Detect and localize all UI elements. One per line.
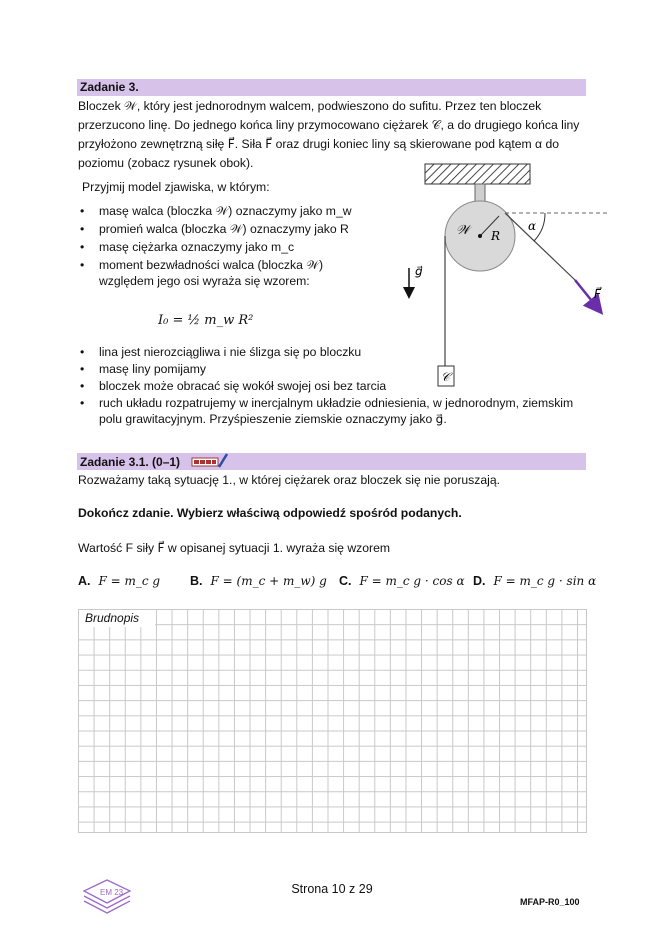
bullet-item: • masę liny pomijamy bbox=[99, 361, 206, 378]
answer-formula: F = m_c g bbox=[98, 574, 161, 588]
answer-option-c[interactable] bbox=[339, 574, 465, 588]
bullet-item: • moment bezwładności walca (bloczka 𝒲) bbox=[99, 257, 323, 274]
angle-label: α bbox=[528, 219, 537, 233]
pulley-diagram bbox=[395, 160, 615, 395]
logo-text: EM 23 bbox=[100, 888, 124, 897]
bullet-item: • masę ciężarka oznaczymy jako m_c bbox=[99, 239, 294, 256]
answer-letter: D. bbox=[473, 574, 486, 588]
answer-key-icon bbox=[191, 453, 229, 469]
subtask-header bbox=[77, 453, 586, 470]
answer-formula: F = (m_c + m_w) g bbox=[210, 574, 327, 588]
answer-option-d[interactable] bbox=[473, 574, 596, 588]
bullet-item: • masę walca (bloczka 𝒲) oznaczymy jako m_w bbox=[99, 203, 352, 220]
page-number: Strona 10 z 29 bbox=[291, 882, 373, 896]
bullet-continuation: polu grawitacyjnym. Przyśpieszenie ziemskie oznaczymy jako g⃗. bbox=[99, 412, 447, 426]
bullet-item: • bloczek może obracać się wokół swojej osi bez tarcia bbox=[99, 378, 386, 395]
rope-right bbox=[505, 213, 575, 280]
instruction-text: Dokończ zdanie. Wybierz właściwą odpowiedź spośród podanych. bbox=[78, 506, 462, 520]
intro-line: przyłożono zewnętrzną siłę F⃗. Siła F⃗ oraz drugi koniec liny są skierowane pod kątem α do bbox=[78, 137, 560, 151]
answer-formula: F = m_c g · cos α bbox=[359, 574, 465, 588]
subtask-header-text: Zadanie 3.1. (0–1) bbox=[80, 455, 181, 469]
radius-label: R bbox=[491, 229, 501, 243]
inertia-formula: I₀ = ½ m_w R² bbox=[158, 313, 254, 328]
answer-letter: A. bbox=[78, 574, 91, 588]
answer-option-a[interactable] bbox=[78, 574, 160, 588]
weight-label: 𝒞 bbox=[441, 370, 450, 384]
answer-formula: F = m_c g · sin α bbox=[493, 574, 597, 588]
question-text: Wartość F siły F⃗ w opisanej sytuacji 1. wyraża się wzorem bbox=[78, 541, 391, 555]
answer-letter: B. bbox=[190, 574, 203, 588]
model-intro: Przyjmij model zjawiska, w którym: bbox=[82, 180, 270, 194]
ceiling bbox=[425, 164, 530, 184]
scratch-area[interactable] bbox=[78, 609, 587, 833]
bullet-continuation: względem jego osi wyraża się wzorem: bbox=[99, 274, 310, 288]
bullet-item: • ruch układu rozpatrujemy w inercjalnym układzie odniesienia, w jednorodnym, ziemskim bbox=[99, 395, 573, 412]
answer-letter: C. bbox=[339, 574, 352, 588]
intro-line: przerzucono linę. Do jednego końca liny przymocowano ciężarek 𝒞, a do drugiego końca liny bbox=[78, 118, 580, 132]
force-label: F⃗ bbox=[594, 287, 601, 301]
axle-dot bbox=[478, 234, 482, 238]
gravity-label: g⃗ bbox=[415, 264, 423, 278]
intro-line: Bloczek 𝒲, który jest jednorodnym walcem, podwieszono do sufitu. Przez ten bloczek bbox=[78, 99, 542, 113]
bullet-item: • promień walca (bloczka 𝒲) oznaczymy jako R bbox=[99, 221, 349, 238]
task-header: Zadanie 3. bbox=[77, 79, 586, 96]
situation-text: Rozważamy taką sytuację 1., w której ciężarek oraz bloczek się nie poruszają. bbox=[78, 473, 501, 487]
document-code: MFAP-R0_100 bbox=[520, 897, 580, 907]
answer-option-b[interactable] bbox=[190, 574, 327, 588]
bullet-item: • lina jest nierozciągliwa i nie ślizga się po bloczku bbox=[99, 344, 361, 361]
intro-line: poziomu (zobacz rysunek obok). bbox=[78, 156, 254, 170]
block-label: 𝒲 bbox=[456, 223, 470, 238]
scratch-label: Brudnopis bbox=[79, 610, 155, 627]
